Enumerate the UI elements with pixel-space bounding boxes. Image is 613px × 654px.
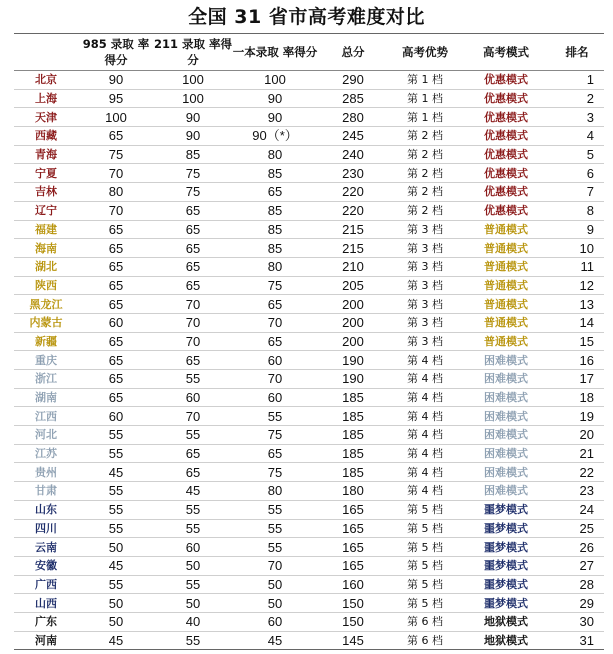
rank-cell: 4 [550, 127, 604, 146]
total-score-cell: 285 [318, 89, 388, 108]
total-score-cell: 245 [318, 127, 388, 146]
score-yiben-cell: 60 [232, 388, 318, 407]
score-985-cell: 55 [78, 444, 154, 463]
total-score-cell: 190 [318, 351, 388, 370]
score-985-cell: 55 [78, 575, 154, 594]
score-yiben-cell: 65 [232, 444, 318, 463]
score-yiben-cell: 50 [232, 575, 318, 594]
table-row [14, 220, 604, 239]
total-score-cell: 185 [318, 463, 388, 482]
table-row [14, 519, 604, 538]
total-score-cell: 185 [318, 388, 388, 407]
province-cell: 内蒙古 [14, 313, 78, 332]
province-cell: 北京 [14, 71, 78, 90]
score-211-cell: 60 [154, 388, 232, 407]
advantage-tier-cell: 第 2 档 [388, 183, 462, 202]
score-985-cell: 70 [78, 164, 154, 183]
rank-cell: 28 [550, 575, 604, 594]
province-cell: 辽宁 [14, 201, 78, 220]
total-score-cell: 200 [318, 295, 388, 314]
exam-mode-cell: 优惠模式 [462, 201, 550, 220]
header-mode: 高考模式 [462, 34, 550, 71]
table-row [14, 463, 604, 482]
score-yiben-cell: 55 [232, 500, 318, 519]
score-211-cell: 75 [154, 183, 232, 202]
advantage-tier-cell: 第 4 档 [388, 426, 462, 445]
advantage-tier-cell: 第 6 档 [388, 631, 462, 650]
advantage-tier-cell: 第 4 档 [388, 482, 462, 501]
total-score-cell: 205 [318, 276, 388, 295]
score-211-cell: 65 [154, 257, 232, 276]
score-985-cell: 75 [78, 145, 154, 164]
advantage-tier-cell: 第 5 档 [388, 519, 462, 538]
header-985: 985 录取 率得分 [78, 34, 154, 71]
advantage-tier-cell: 第 4 档 [388, 370, 462, 389]
exam-mode-cell: 噩梦模式 [462, 575, 550, 594]
table-row [14, 201, 604, 220]
exam-mode-cell: 困难模式 [462, 388, 550, 407]
exam-mode-cell: 困难模式 [462, 351, 550, 370]
score-985-cell: 65 [78, 370, 154, 389]
advantage-tier-cell: 第 1 档 [388, 71, 462, 90]
score-yiben-cell: 90 [232, 89, 318, 108]
total-score-cell: 185 [318, 426, 388, 445]
advantage-tier-cell: 第 4 档 [388, 388, 462, 407]
score-985-cell: 65 [78, 239, 154, 258]
table-row [14, 351, 604, 370]
score-yiben-cell: 65 [232, 332, 318, 351]
score-yiben-cell: 85 [232, 164, 318, 183]
rank-cell: 18 [550, 388, 604, 407]
advantage-tier-cell: 第 4 档 [388, 463, 462, 482]
score-211-cell: 65 [154, 220, 232, 239]
advantage-tier-cell: 第 4 档 [388, 407, 462, 426]
score-985-cell: 50 [78, 538, 154, 557]
rank-cell: 25 [550, 519, 604, 538]
table-row [14, 500, 604, 519]
province-cell: 江苏 [14, 444, 78, 463]
exam-mode-cell: 优惠模式 [462, 127, 550, 146]
rank-cell: 6 [550, 164, 604, 183]
rank-cell: 17 [550, 370, 604, 389]
score-985-cell: 65 [78, 388, 154, 407]
table-row [14, 127, 604, 146]
province-cell: 宁夏 [14, 164, 78, 183]
score-yiben-cell: 45 [232, 631, 318, 650]
score-211-cell: 40 [154, 612, 232, 631]
score-yiben-cell: 65 [232, 295, 318, 314]
advantage-tier-cell: 第 5 档 [388, 538, 462, 557]
score-211-cell: 55 [154, 370, 232, 389]
score-211-cell: 55 [154, 519, 232, 538]
advantage-tier-cell: 第 5 档 [388, 500, 462, 519]
score-211-cell: 45 [154, 482, 232, 501]
exam-mode-cell: 优惠模式 [462, 108, 550, 127]
exam-mode-cell: 普通模式 [462, 276, 550, 295]
score-211-cell: 75 [154, 164, 232, 183]
total-score-cell: 165 [318, 519, 388, 538]
rank-cell: 31 [550, 631, 604, 650]
rank-cell: 7 [550, 183, 604, 202]
score-211-cell: 55 [154, 575, 232, 594]
score-yiben-cell: 90（*） [232, 127, 318, 146]
advantage-tier-cell: 第 3 档 [388, 239, 462, 258]
score-yiben-cell: 55 [232, 519, 318, 538]
total-score-cell: 220 [318, 201, 388, 220]
province-cell: 新疆 [14, 332, 78, 351]
table-row [14, 164, 604, 183]
advantage-tier-cell: 第 5 档 [388, 594, 462, 613]
table-row [14, 257, 604, 276]
province-cell: 吉林 [14, 183, 78, 202]
header-rank: 排名 [550, 34, 604, 71]
score-211-cell: 55 [154, 426, 232, 445]
rank-cell: 26 [550, 538, 604, 557]
score-985-cell: 60 [78, 407, 154, 426]
rank-cell: 22 [550, 463, 604, 482]
province-cell: 山西 [14, 594, 78, 613]
score-985-cell: 50 [78, 594, 154, 613]
rank-cell: 21 [550, 444, 604, 463]
score-yiben-cell: 85 [232, 220, 318, 239]
exam-mode-cell: 普通模式 [462, 220, 550, 239]
total-score-cell: 145 [318, 631, 388, 650]
score-985-cell: 55 [78, 426, 154, 445]
advantage-tier-cell: 第 3 档 [388, 220, 462, 239]
header-advantage: 高考优势 [388, 34, 462, 71]
total-score-cell: 210 [318, 257, 388, 276]
table-row [14, 407, 604, 426]
total-score-cell: 180 [318, 482, 388, 501]
rank-cell: 30 [550, 612, 604, 631]
exam-mode-cell: 噩梦模式 [462, 519, 550, 538]
score-211-cell: 50 [154, 556, 232, 575]
score-yiben-cell: 70 [232, 556, 318, 575]
score-985-cell: 65 [78, 351, 154, 370]
exam-mode-cell: 困难模式 [462, 444, 550, 463]
score-yiben-cell: 75 [232, 463, 318, 482]
score-yiben-cell: 55 [232, 538, 318, 557]
score-yiben-cell: 75 [232, 276, 318, 295]
score-985-cell: 65 [78, 220, 154, 239]
score-985-cell: 70 [78, 201, 154, 220]
rank-cell: 23 [550, 482, 604, 501]
exam-mode-cell: 优惠模式 [462, 71, 550, 90]
table-row [14, 332, 604, 351]
score-985-cell: 65 [78, 332, 154, 351]
province-cell: 广西 [14, 575, 78, 594]
total-score-cell: 185 [318, 444, 388, 463]
total-score-cell: 230 [318, 164, 388, 183]
advantage-tier-cell: 第 3 档 [388, 332, 462, 351]
table-row [14, 295, 604, 314]
table-row [14, 426, 604, 445]
rank-cell: 29 [550, 594, 604, 613]
total-score-cell: 240 [318, 145, 388, 164]
total-score-cell: 160 [318, 575, 388, 594]
exam-mode-cell: 困难模式 [462, 407, 550, 426]
table-row [14, 145, 604, 164]
score-211-cell: 65 [154, 351, 232, 370]
table-row [14, 239, 604, 258]
total-score-cell: 165 [318, 538, 388, 557]
exam-mode-cell: 普通模式 [462, 313, 550, 332]
score-985-cell: 90 [78, 71, 154, 90]
score-211-cell: 65 [154, 276, 232, 295]
province-cell: 浙江 [14, 370, 78, 389]
rank-cell: 10 [550, 239, 604, 258]
advantage-tier-cell: 第 1 档 [388, 89, 462, 108]
total-score-cell: 150 [318, 612, 388, 631]
rank-cell: 24 [550, 500, 604, 519]
score-211-cell: 60 [154, 538, 232, 557]
advantage-tier-cell: 第 6 档 [388, 612, 462, 631]
score-985-cell: 45 [78, 463, 154, 482]
total-score-cell: 290 [318, 71, 388, 90]
score-yiben-cell: 50 [232, 594, 318, 613]
province-cell: 河南 [14, 631, 78, 650]
table-row [14, 575, 604, 594]
exam-mode-cell: 噩梦模式 [462, 594, 550, 613]
score-yiben-cell: 65 [232, 183, 318, 202]
score-211-cell: 70 [154, 313, 232, 332]
exam-mode-cell: 优惠模式 [462, 164, 550, 183]
rank-cell: 27 [550, 556, 604, 575]
table-row [14, 631, 604, 650]
score-yiben-cell: 75 [232, 426, 318, 445]
table-row [14, 594, 604, 613]
score-211-cell: 85 [154, 145, 232, 164]
score-985-cell: 45 [78, 556, 154, 575]
score-211-cell: 65 [154, 239, 232, 258]
score-yiben-cell: 85 [232, 201, 318, 220]
advantage-tier-cell: 第 3 档 [388, 295, 462, 314]
exam-mode-cell: 困难模式 [462, 482, 550, 501]
advantage-tier-cell: 第 2 档 [388, 201, 462, 220]
exam-mode-cell: 优惠模式 [462, 183, 550, 202]
score-985-cell: 50 [78, 612, 154, 631]
total-score-cell: 150 [318, 594, 388, 613]
province-cell: 广东 [14, 612, 78, 631]
exam-mode-cell: 噩梦模式 [462, 556, 550, 575]
difficulty-table [14, 33, 604, 650]
score-985-cell: 55 [78, 519, 154, 538]
score-yiben-cell: 80 [232, 257, 318, 276]
province-cell: 四川 [14, 519, 78, 538]
rank-cell: 12 [550, 276, 604, 295]
exam-mode-cell: 普通模式 [462, 295, 550, 314]
score-yiben-cell: 80 [232, 482, 318, 501]
score-yiben-cell: 60 [232, 612, 318, 631]
score-yiben-cell: 90 [232, 108, 318, 127]
province-cell: 陕西 [14, 276, 78, 295]
table-row [14, 556, 604, 575]
province-cell: 上海 [14, 89, 78, 108]
score-985-cell: 95 [78, 89, 154, 108]
score-211-cell: 100 [154, 71, 232, 90]
rank-cell: 5 [550, 145, 604, 164]
advantage-tier-cell: 第 3 档 [388, 276, 462, 295]
table-row [14, 108, 604, 127]
province-cell: 西藏 [14, 127, 78, 146]
province-cell: 福建 [14, 220, 78, 239]
advantage-tier-cell: 第 2 档 [388, 164, 462, 183]
rank-cell: 8 [550, 201, 604, 220]
province-cell: 安徽 [14, 556, 78, 575]
score-yiben-cell: 85 [232, 239, 318, 258]
header-211: 211 录取 率得分 [154, 34, 232, 71]
advantage-tier-cell: 第 3 档 [388, 257, 462, 276]
exam-mode-cell: 困难模式 [462, 463, 550, 482]
table-row [14, 313, 604, 332]
header-total: 总分 [318, 34, 388, 71]
province-cell: 重庆 [14, 351, 78, 370]
score-yiben-cell: 70 [232, 313, 318, 332]
exam-mode-cell: 困难模式 [462, 426, 550, 445]
rank-cell: 2 [550, 89, 604, 108]
rank-cell: 13 [550, 295, 604, 314]
score-yiben-cell: 100 [232, 71, 318, 90]
exam-mode-cell: 普通模式 [462, 257, 550, 276]
rank-cell: 19 [550, 407, 604, 426]
header-yiben: 一本录取 率得分 [232, 34, 318, 71]
province-cell: 江西 [14, 407, 78, 426]
table-row [14, 89, 604, 108]
score-yiben-cell: 60 [232, 351, 318, 370]
province-cell: 贵州 [14, 463, 78, 482]
score-985-cell: 65 [78, 276, 154, 295]
score-985-cell: 65 [78, 295, 154, 314]
total-score-cell: 215 [318, 239, 388, 258]
score-211-cell: 50 [154, 594, 232, 613]
total-score-cell: 165 [318, 500, 388, 519]
score-985-cell: 100 [78, 108, 154, 127]
exam-mode-cell: 噩梦模式 [462, 538, 550, 557]
table-row [14, 370, 604, 389]
province-cell: 河北 [14, 426, 78, 445]
score-211-cell: 70 [154, 332, 232, 351]
total-score-cell: 215 [318, 220, 388, 239]
rank-cell: 11 [550, 257, 604, 276]
table-row [14, 183, 604, 202]
score-211-cell: 55 [154, 500, 232, 519]
table-row [14, 71, 604, 90]
page-title: 全国 31 省市高考难度对比 [188, 6, 425, 28]
table-row [14, 538, 604, 557]
score-211-cell: 70 [154, 407, 232, 426]
score-985-cell: 55 [78, 482, 154, 501]
province-cell: 青海 [14, 145, 78, 164]
advantage-tier-cell: 第 5 档 [388, 556, 462, 575]
exam-mode-cell: 地狱模式 [462, 612, 550, 631]
score-211-cell: 90 [154, 127, 232, 146]
advantage-tier-cell: 第 2 档 [388, 127, 462, 146]
exam-mode-cell: 困难模式 [462, 370, 550, 389]
advantage-tier-cell: 第 5 档 [388, 575, 462, 594]
rank-cell: 14 [550, 313, 604, 332]
score-985-cell: 80 [78, 183, 154, 202]
total-score-cell: 200 [318, 332, 388, 351]
total-score-cell: 185 [318, 407, 388, 426]
province-cell: 海南 [14, 239, 78, 258]
province-cell: 云南 [14, 538, 78, 557]
total-score-cell: 190 [318, 370, 388, 389]
score-211-cell: 90 [154, 108, 232, 127]
table-row [14, 276, 604, 295]
province-cell: 天津 [14, 108, 78, 127]
province-cell: 湖北 [14, 257, 78, 276]
advantage-tier-cell: 第 4 档 [388, 444, 462, 463]
score-yiben-cell: 70 [232, 370, 318, 389]
exam-mode-cell: 噩梦模式 [462, 500, 550, 519]
rank-cell: 9 [550, 220, 604, 239]
score-211-cell: 55 [154, 631, 232, 650]
score-985-cell: 60 [78, 313, 154, 332]
table-row [14, 612, 604, 631]
score-yiben-cell: 55 [232, 407, 318, 426]
province-cell: 甘肃 [14, 482, 78, 501]
exam-mode-cell: 地狱模式 [462, 631, 550, 650]
province-cell: 黑龙江 [14, 295, 78, 314]
rank-cell: 3 [550, 108, 604, 127]
advantage-tier-cell: 第 2 档 [388, 145, 462, 164]
province-cell: 湖南 [14, 388, 78, 407]
exam-mode-cell: 优惠模式 [462, 89, 550, 108]
table-row [14, 388, 604, 407]
exam-mode-cell: 普通模式 [462, 239, 550, 258]
rank-cell: 1 [550, 71, 604, 90]
rank-cell: 20 [550, 426, 604, 445]
score-211-cell: 65 [154, 463, 232, 482]
score-985-cell: 55 [78, 500, 154, 519]
total-score-cell: 165 [318, 556, 388, 575]
score-211-cell: 100 [154, 89, 232, 108]
table-row [14, 482, 604, 501]
score-211-cell: 65 [154, 201, 232, 220]
total-score-cell: 200 [318, 313, 388, 332]
table-body [14, 71, 604, 650]
score-211-cell: 70 [154, 295, 232, 314]
score-211-cell: 65 [154, 444, 232, 463]
rank-cell: 15 [550, 332, 604, 351]
score-985-cell: 65 [78, 257, 154, 276]
advantage-tier-cell: 第 4 档 [388, 351, 462, 370]
exam-mode-cell: 普通模式 [462, 332, 550, 351]
total-score-cell: 220 [318, 183, 388, 202]
advantage-tier-cell: 第 3 档 [388, 313, 462, 332]
table-row [14, 444, 604, 463]
score-985-cell: 45 [78, 631, 154, 650]
exam-mode-cell: 优惠模式 [462, 145, 550, 164]
province-cell: 山东 [14, 500, 78, 519]
total-score-cell: 280 [318, 108, 388, 127]
header-province [14, 34, 78, 71]
score-985-cell: 65 [78, 127, 154, 146]
advantage-tier-cell: 第 1 档 [388, 108, 462, 127]
header-row [14, 34, 604, 71]
score-yiben-cell: 80 [232, 145, 318, 164]
rank-cell: 16 [550, 351, 604, 370]
